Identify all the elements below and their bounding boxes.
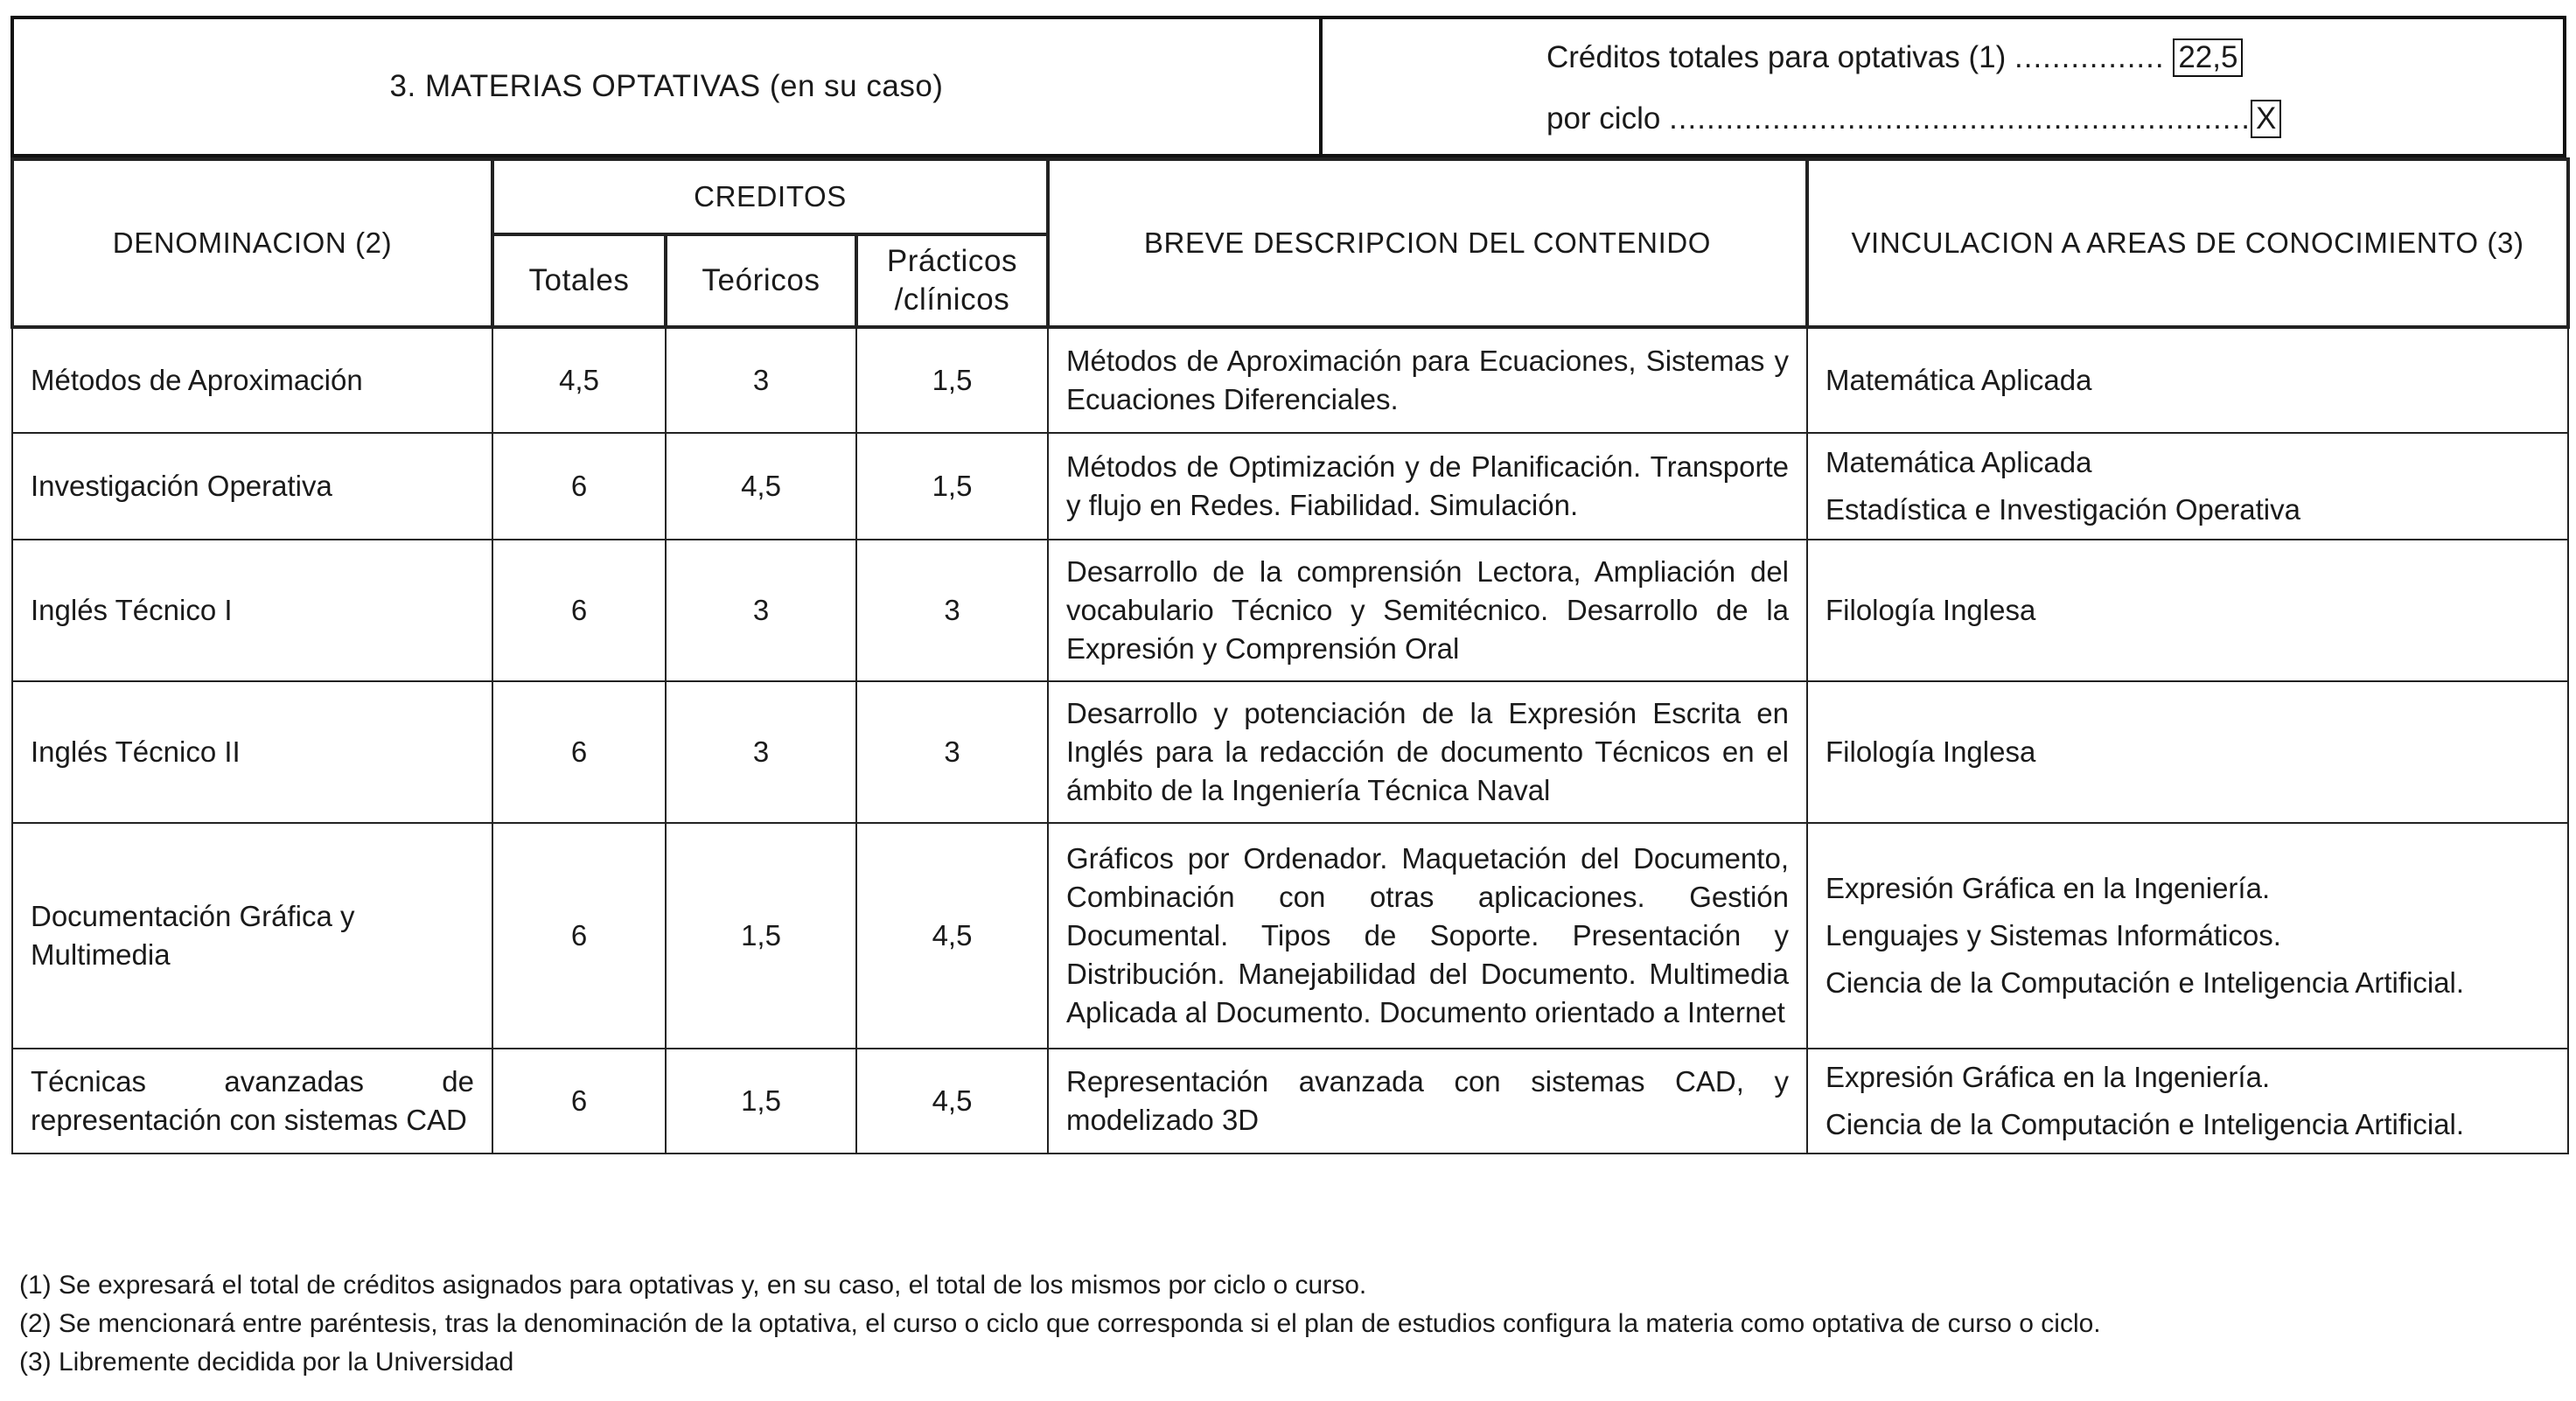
- table-row: [12, 823, 2568, 1049]
- area-item: Filología Inglesa: [1826, 735, 2036, 768]
- table-row: [12, 327, 2568, 433]
- cell-practicos: 3: [856, 540, 1048, 681]
- table-row: [12, 1049, 2568, 1154]
- col-header-vinculacion: VINCULACION A AREAS DE CONOCIMIENTO (3): [1807, 159, 2568, 327]
- cell-denominacion: Técnicas avanzadas de representación con sistemas CAD: [12, 1049, 492, 1154]
- cell-totales: 4,5: [492, 327, 666, 433]
- col-header-descripcion: BREVE DESCRIPCION DEL CONTENIDO: [1048, 159, 1807, 327]
- area-item: Expresión Gráfica en la Ingeniería.: [1826, 1061, 2271, 1093]
- col-header-teoricos: Teóricos: [666, 234, 856, 327]
- cell-areas: [1807, 823, 2568, 1049]
- cell-totales: 6: [492, 681, 666, 823]
- cell-teoricos: 3: [666, 327, 856, 433]
- cell-denominacion: Inglés Técnico I: [12, 540, 492, 681]
- optional-subjects-table: [10, 157, 2570, 1154]
- cell-teoricos: 3: [666, 540, 856, 681]
- per-cycle-line: [1546, 100, 2281, 138]
- cell-totales: 6: [492, 433, 666, 540]
- col-header-practicos: Prácticos /clínicos: [856, 234, 1048, 327]
- cell-areas: [1807, 681, 2568, 823]
- area-item: Matemática Aplicada: [1826, 364, 2092, 396]
- cell-denominacion: Investigación Operativa: [12, 433, 492, 540]
- cell-totales: 6: [492, 1049, 666, 1154]
- col-header-denominacion: DENOMINACION (2): [12, 159, 492, 327]
- credits-summary: [1323, 19, 2563, 154]
- cell-descripcion: Métodos de Optimización y de Planificación. Transporte y flujo en Redes. Fiabilidad. Simulación.: [1048, 433, 1807, 540]
- section-title: 3. MATERIAS OPTATIVAS (en su caso): [14, 19, 1323, 154]
- cell-areas: [1807, 433, 2568, 540]
- footnote-2: (2) Se mencionará entre paréntesis, tras la denominación de la optativa, el curso o ciclo que corresponda si el plan de estudios configura la materia como optativa de curso o ciclo.: [19, 1309, 2101, 1338]
- cell-practicos: 1,5: [856, 433, 1048, 540]
- cell-teoricos: 4,5: [666, 433, 856, 540]
- cell-practicos: 4,5: [856, 823, 1048, 1049]
- table-row: [12, 540, 2568, 681]
- col-header-creditos: CREDITOS: [492, 159, 1048, 234]
- total-credits-label: Créditos totales para optativas (1): [1546, 40, 2007, 74]
- cell-descripcion: Métodos de Aproximación para Ecuaciones, Sistemas y Ecuaciones Diferenciales.: [1048, 327, 1807, 433]
- cell-areas: [1807, 540, 2568, 681]
- per-cycle-leader: ..............................................................: [1669, 101, 2251, 136]
- per-cycle-label: por ciclo: [1546, 101, 1661, 136]
- table-row: [12, 433, 2568, 540]
- cell-descripcion: Desarrollo y potenciación de la Expresión Escrita en Inglés para la redacción de documento Técnicos en el ámbito de la Ingeniería Técnica Naval: [1048, 681, 1807, 823]
- area-item: Filología Inglesa: [1826, 594, 2036, 626]
- cell-denominacion: Métodos de Aproximación: [12, 327, 492, 433]
- footnote-3: (3) Libremente decidida por la Universidad: [19, 1348, 514, 1377]
- footnote-1: (1) Se expresará el total de créditos asignados para optativas y, en su caso, el total de los mismos por ciclo o curso.: [19, 1271, 1367, 1300]
- cell-practicos: 3: [856, 681, 1048, 823]
- cell-totales: 6: [492, 823, 666, 1049]
- cell-descripcion: Desarrollo de la comprensión Lectora, Ampliación del vocabulario Técnico y Semitécnico. Desarrollo de la Expresión y Comprensión Oral: [1048, 540, 1807, 681]
- cell-denominacion: Documentación Gráfica y Multimedia: [12, 823, 492, 1049]
- per-cycle-value: X: [2251, 100, 2281, 138]
- section-header: [10, 16, 2566, 157]
- area-item: Ciencia de la Computación e Inteligencia Artificial.: [1826, 966, 2465, 999]
- col-header-totales: Totales: [492, 234, 666, 327]
- cell-teoricos: 1,5: [666, 823, 856, 1049]
- cell-areas: [1807, 327, 2568, 433]
- table-row: [12, 681, 2568, 823]
- area-item: Lenguajes y Sistemas Informáticos.: [1826, 919, 2281, 951]
- area-item: Estadística e Investigación Operativa: [1826, 493, 2300, 526]
- total-credits-line: [1546, 38, 2243, 77]
- total-credits-leader: ................: [2014, 40, 2165, 74]
- cell-practicos: 4,5: [856, 1049, 1048, 1154]
- area-item: Ciencia de la Computación e Inteligencia Artificial.: [1826, 1108, 2465, 1140]
- cell-denominacion: Inglés Técnico II: [12, 681, 492, 823]
- cell-areas: [1807, 1049, 2568, 1154]
- cell-practicos: 1,5: [856, 327, 1048, 433]
- cell-descripcion: Representación avanzada con sistemas CAD, y modelizado 3D: [1048, 1049, 1807, 1154]
- cell-teoricos: 1,5: [666, 1049, 856, 1154]
- area-item: Matemática Aplicada: [1826, 446, 2092, 478]
- cell-descripcion: Gráficos por Ordenador. Maquetación del Documento, Combinación con otras aplicaciones. Gestión Documental. Tipos de Soporte. Presentación y Distribución. Manejabilidad del Documento. Multimedia Aplicada al Documento. Documento orientado a Internet: [1048, 823, 1807, 1049]
- total-credits-value: 22,5: [2173, 38, 2243, 77]
- cell-totales: 6: [492, 540, 666, 681]
- area-item: Expresión Gráfica en la Ingeniería.: [1826, 872, 2271, 904]
- cell-teoricos: 3: [666, 681, 856, 823]
- footnotes: [19, 1266, 2101, 1382]
